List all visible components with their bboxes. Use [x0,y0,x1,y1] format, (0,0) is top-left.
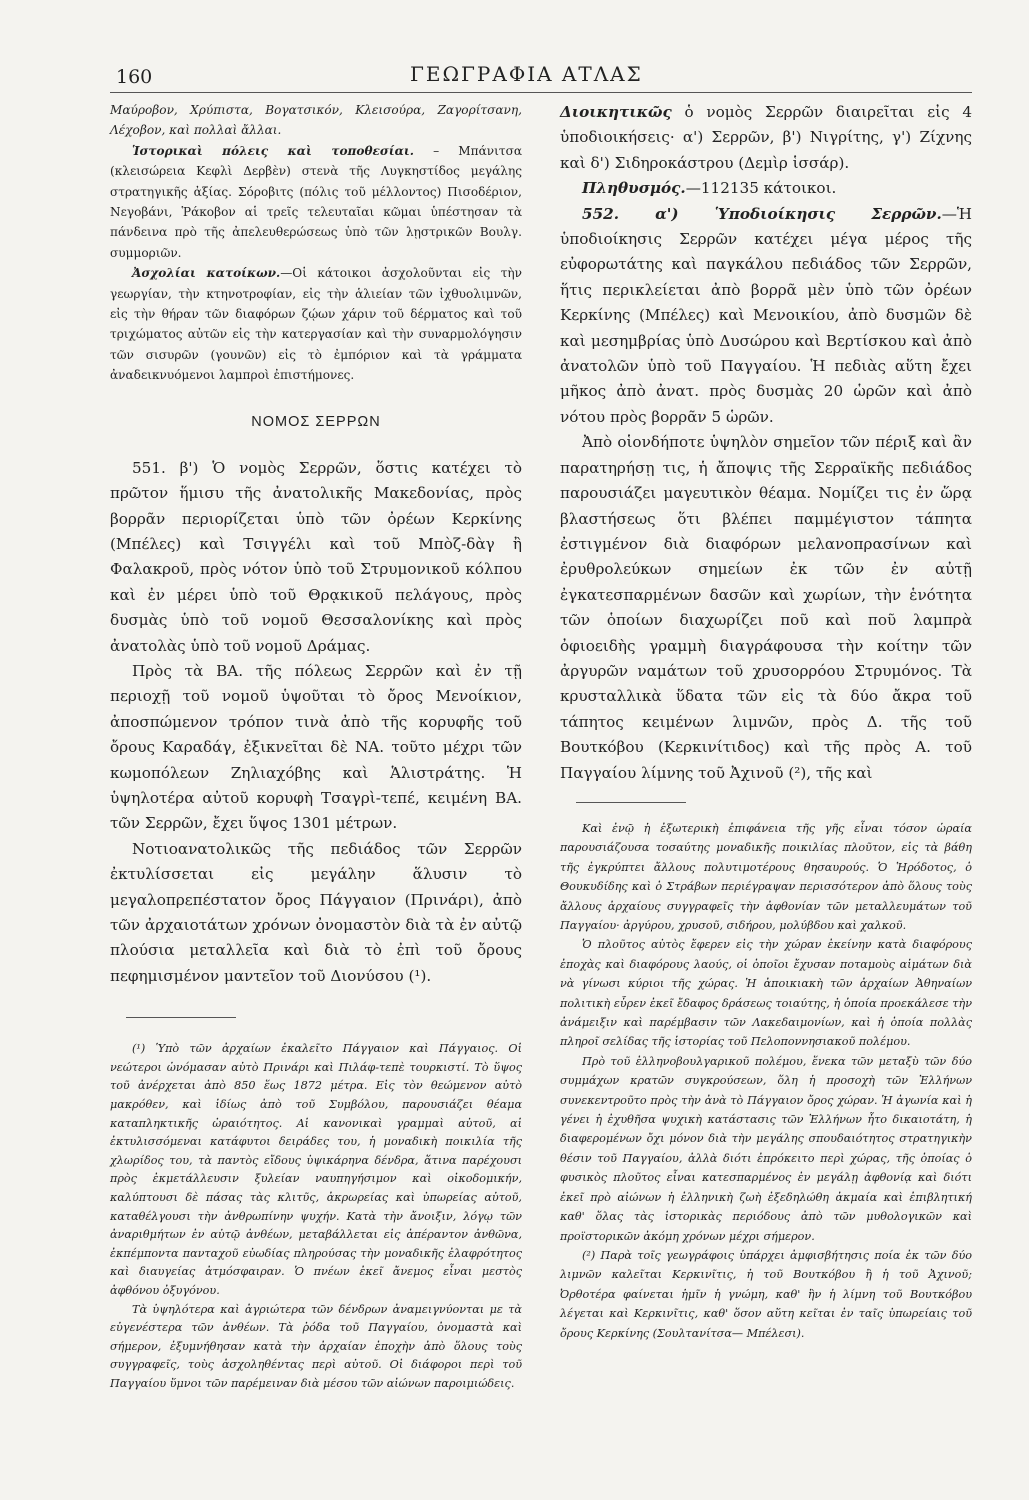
historic-places-paragraph [110,141,522,263]
subprefecture-text: —Ἡ ὑποδιοίκησις Σερρῶν κατέχει μέγα μέρος τῆς εὐφορωτάτης καὶ παγκάλου πεδιάδος τῶν Σερρῶν, ἥτις περικλείεται ἀπὸ βορρᾶ μὲν ὑπὸ τῶν ὀρέων Κερκίνης (Μπέλες) καὶ Μενοικίου, ἀπὸ δυσμῶν δὲ καὶ μεσημβρίας ὑπὸ Δυσώρου καὶ Βερτίσκου καὶ ἀπὸ ἀνατολῶν ὑπὸ τοῦ Παγγαίου. Ἡ πεδιὰς αὕτη ἔχει μῆκος ἀπὸ ἀνατ. πρὸς δυσμὰς 20 ὡρῶν καὶ ἀπὸ νότου πρὸς βορρᾶν 5 ὡρῶν. [560,204,972,426]
paragraph-pangaion: Νοτιοανατολικῶς τῆς πεδιάδος τῶν Σερρῶν ἐκτυλίσσεται εἰς μεγάλην ἅλυσιν τὸ μεγαλοπρεπέστατον ὄρος Πάγγαιον (Πρινάρι), ἀπὸ τῶν ἀρχαιοτάτων χρόνων ὀνομαστὸν διὰ τὰ ἐν αὐτῷ πλούσια μεταλλεῖα καὶ διὰ τὸ ἐπὶ τοῦ ὄρους πεφημισμένον μαντεῖον τοῦ Διονύσου (¹). [110,839,522,985]
footnote-continued-3: Πρὸ τοῦ ἑλληνοβουλγαρικοῦ πολέμου, ἕνεκα τῶν μεταξὺ τῶν δύο συμμάχων κρατῶν συγκρούσεων, ὅλη ἡ προσοχὴ τῶν Ἑλλήνων συνεκεντροῦτο πρὸς τὴν ἀνὰ τὸ Πάγγαιον ὄρος χώραν. Ἡ ἀγωνία καὶ ἡ γένει ἡ ἐχυθῆσα ψυχικὴ κατάστασις τῶν Ἑλλήνων ἦτο δικαιοτάτη, ἡ διαφερομένων ὄχι μόνον διὰ τὴν μεγάλης σπουδαιότητος στρατηγικὴν θέσιν τοῦ Παγγαίου, ἀλλὰ διότι ἐπρόκειτο περὶ χώρας, τῆς ὁποίας ὁ φυσικὸς πλοῦτος εἶναι κατεσπαρμένος ἐν μεγάλῃ ἀφθονίᾳ καὶ διότι ἐκεῖ πρὸ αἰώνων ἡ ἑλληνικὴ ζωὴ ἐξεδηλώθη ἀκμαία καὶ ἐπιβλητική καθ' ὅλας τὰς ἱστορικὰς περιόδους ἀπὸ τῶν μυθολογικῶν καὶ προϊστορικῶν ἀκόμη χρόνων μέχρι σήμερον. [560,1054,972,1243]
historic-places-heading: Ἱστορικαὶ πόλεις καὶ τοποθεσίαι. [132,143,414,158]
right-column [560,100,972,1343]
population-paragraph [560,176,972,201]
occupations-text: —Οἱ κάτοικοι ἀσχολοῦνται εἰς τὴν γεωργίαν, τὴν κτηνοτροφίαν, εἰς τὴν ἁλιείαν τῶν ἰχθυολιμνῶν, εἰς τὴν θήραν τῶν διαφόρων ζῴων χάριν τοῦ δέρματος καὶ τοῦ τριχώματος αὐτῶν εἰς τὴν κατεργασίαν καὶ τὴν συναρμολόγησιν τῶν σισυρῶν (γουνῶν) εἰς τὸ ἐμπόριον καὶ τὰ γράμματα ἀναδεικνυόμενοι λαμπροὶ ἐπιστήμονες. [110,266,522,383]
left-column [110,100,522,1394]
footnote-1-continued: Τὰ ὑψηλότερα καὶ ἀγριώτερα τῶν δένδρων ἀναμειγνύονται με τὰ εὐγενέστερα τῶν ἀνθέων. Τὰ ῥόδα τοῦ Παγγαίου, ὀνομαστὰ καὶ σήμερον, ἐξυμνήθησαν κατὰ τὴν ἀρχαίαν ἐποχὴν ἀπὸ ὅλους τοὺς συγγραφεῖς, τοὺς ἀσχοληθέντας περὶ αὐτοῦ. Οἱ διάφοροι περὶ τοῦ Παγγαίου ὕμνοι τῶν παρέμειναν διὰ μέσου τῶν αἰώνων παροιμιώδεις. [110,1302,522,1390]
occupations-paragraph [110,263,522,385]
subprefecture-heading: 552. α') Ὑποδιοίκησις Σερρῶν. [582,204,942,223]
paragraph-view: Ἀπὸ οἱονδήποτε ὑψηλὸν σημεῖον τῶν πέριξ καὶ ἂν παρατηρήσῃ τις, ἡ ἄποψις τῆς Σερραϊκῆς πεδιάδος παρουσιάζει μαγευτικὸν θέαμα. Νομίζει τις ἐν ὥρᾳ βλαστήσεως ὅτι βλέπει παμμέγιστον τάπητα ἐστιγμένον διὰ διαφόρων μελανοπρασίνων καὶ ἐρυθρολεύκων σημείων ἐκ τῶν ἐν αὐτῇ ἐγκατεσπαρμένων δασῶν καὶ χωρίων, τὴν ἑνότητα τῶν ὁποίων διαχωρίζει ποῦ καὶ ποῦ λαμπρὰ ὀφιοειδὴς γραμμὴ διαγράφουσα τὴν κοίτην τῶν ἀργυρῶν ναμάτων τοῦ χρυσορρόου Στρυμόνος. Τὰ κρυσταλλικὰ ὕδατα τῶν εἰς τὰ δύο ἄκρα τοῦ τάπητος κειμένων λιμνῶν, πρὸς Δ. τῆς τοῦ Βουτκόβου (Κερκινίτιδος) καὶ τῆς πρὸς Α. τοῦ Παγγαίου λίμνης τοῦ Ἀχινοῦ (²), τῆς καὶ [560,433,972,782]
footnote-1: (¹) Ὑπὸ τῶν ἀρχαίων ἐκαλεῖτο Πάγγαιον καὶ Πάγγαιος. Οἱ νεώτεροι ὠνόμασαν αὐτὸ Πρινάρι καὶ Πιλάφ-τεπὲ τουρκιστί. Τὸ ὕψος τοῦ ἀνέρχεται ἀπὸ 850 ἕως 1872 μέτρα. Εἰς τὸν θεώμενον αὐτὸ μακρόθεν, καὶ ἰδίως ἀπὸ τοῦ Συμβόλου, παρουσιάζει θέαμα καταπληκτικῆς ὡραιότητος. Αἱ κανονικαὶ γραμμαὶ αὐτοῦ, αἱ ἐκτυλισσόμεναι κατάφυτοι δειράδες του, ἡ μοναδικὴ ποικιλία τῆς χλωρίδος του, τὰ παντὸς εἴδους ὑψικάρηνα δένδρα, ἅτινα παρέχουσι πρὸς ἐκμετάλλευσιν ξυλείαν ναυπηγήσιμον καὶ οἰκοδομικήν, καλύπτουσι δὲ πάσας τὰς κλιτῦς, ἀκρωρείας καὶ ὑπωρείας αὐτοῦ, καταθέλγουσι τὴν ἀνθρωπίνην ψυχήν. Κατὰ τὴν ἄνοιξιν, λόγῳ τῶν ἀναριθμήτων ἐν αὐτῷ ἀνθέων, μεταβάλλεται εἰς ἀπέραντον ἀνθῶνα, ἐκπέμποντα πανταχοῦ εὐωδίας πληρούσας τὴν μοναδικῆς ἐλαφρότητος καὶ διαυγείας ἀτμόσφαιραν. Ὁ πνέων ἐκεῖ ἄνεμος εἶναι μεστὸς ἀφθόνου ὀξυγόνου. [110,1042,522,1297]
occupations-heading: Ἀσχολίαι κατοίκων. [132,266,281,281]
paragraph-552 [560,202,972,431]
footnote-rule-right [576,802,686,803]
administration-heading: Διοικητικῶς [560,103,672,121]
footnote-2: (²) Παρὰ τοῖς γεωγράφοις ὑπάρχει ἀμφισβήτησις ποία ἐκ τῶν δύο λιμνῶν καλεῖται Κερκινῖτις, ἡ τοῦ Βουτκόβου ἢ ἡ τοῦ Ἀχινοῦ; Ὀρθοτέρα φαίνεται ἡμῖν ἡ γνώμη, καθ' ἣν ἡ λίμνη τοῦ Βουτκόβου λέγεται καὶ Κερκινῖτις, καθ' ὅσον αὕτη κεῖται ἐν ταῖς ὑπωρείαις τοῦ ὄρους Κερκίνης (Σουλτανίτσα— Μπέλεσι). [560,1248,972,1340]
historic-places-text: – Μπάνιτσα (κλεισώρεια Κεφλὶ Δερβὲν) στενὰ τῆς Λυγκηστίδος μεγάλης στρατηγικῆς ἀξίας. Σόροβιτς (πόλις τοῦ μέλλοντος) Πισοδέριον, Νεγοβάνι, Ῥάκοβον αἱ τρεῖς τελευταῖαι κῶμαι ὑπέστησαν τὰ πάνδεινα πρὸ τῆς ἀπελευθερώσεως ὑπὸ τῶν λῃστρικῶν Βουλγ. συμμοριῶν. [110,143,522,260]
administration-paragraph [560,100,972,176]
footnote-continued-1: Καὶ ἐνῷ ἡ ἐξωτερικὴ ἐπιφάνεια τῆς γῆς εἶναι τόσον ὡραία παρουσιάζουσα τοσαύτης μοναδικῆς ποικιλίας πλοῦτον, εἰς τὰ βάθη τῆς ἐγκρύπτει ἄλλους πολυτιμοτέρους θησαυρούς. Ὁ Ἡρόδοτος, ὁ Θουκυδίδης καὶ ὁ Στράβων περιέγραψαν περισσότερον ἀπὸ ὅλους τοὺς ἄλλους ἀρχαίους συγγραφεῖς τὴν ἀφθονίαν τῶν μεταλλευμάτων τοῦ Παγγαίου· ἀργύρου, χρυσοῦ, σιδήρου, μολύβδου καὶ χαλκοῦ. [560,821,972,932]
administration-text: ὁ νομὸς Σερρῶν διαιρεῖται εἰς 4 ὑποδιοικήσεις· α') Σερρῶν, β') Νιγρίτης, γ') Ζίχνης καὶ δ') Σιδηροκάστρου (Δεμὶρ ἱσσάρ). [560,103,972,172]
intro-paragraph: Μαύροβον, Χρύπιστα, Βογατσικόν, Κλεισούρα, Ζαγορίτσανη, Λέχοβον, καὶ πολλαὶ ἄλλαι. [110,103,522,138]
population-text: —112135 κάτοικοι. [685,179,837,198]
footnote-rule [126,1017,236,1018]
population-heading: Πληθυσμός. [582,179,686,198]
section-title: ΝΟΜΟΣ ΣΕΡΡΩΝ [251,413,381,430]
header-rule [110,92,972,93]
page-number: 160 [116,66,153,88]
footnote-continued-2: Ὁ πλοῦτος αὐτὸς ἔφερεν εἰς τὴν χώραν ἐκείνην κατὰ διαφόρους ἐποχὰς καὶ διαφόρους λαούς, οἱ ὁποῖοι ἔχυσαν ποταμοὺς αἱμάτων διὰ νὰ γίνωσι κύριοι τῆς χώρας. Ἡ ἀποικιακὴ τῶν ἀρχαίων Ἀθηναίων πολιτικὴ εὗρεν ἐκεῖ ἔδαφος δράσεως τοιαύτης, ἡ ὁποία προεκάλεσε τὴν ἀνάμειξιν καὶ παρέμβασιν τῶν Λακεδαιμονίων, καὶ ἡ ὁποία πολλὰς πληροῖ σελίδας τῆς ἱστορίας τοῦ Πελοποννησιακοῦ πολέμου. [560,938,972,1049]
paragraph-menoikion: Πρὸς τὰ ΒΑ. τῆς πόλεως Σερρῶν καὶ ἐν τῇ περιοχῇ τοῦ νομοῦ ὑψοῦται τὸ ὄρος Μενοίκιον, ἀποσπώμενον τρόπον τινὰ ἀπὸ τῆς κορυφῆς τοῦ ὄρους Καραδάγ, ἐξικνεῖται δὲ ΝΑ. τοῦτο μέχρι τῶν κωμοπόλεων Ζηλιαχόβης καὶ Ἁλιστράτης. Ἡ ὑψηλοτέρα αὐτοῦ κορυφὴ Τσαγρὶ-τεπέ, κειμένη ΒΑ. τῶν Σερρῶν, ἔχει ὕψος 1301 μέτρων. [110,661,522,833]
running-title: ΓΕΩΓΡΑΦΙΑ ΑΤΛΑΣ [410,62,643,86]
paragraph-551: 551. β') Ὁ νομὸς Σερρῶν, ὅστις κατέχει τὸ πρῶτον ἥμισυ τῆς ἀνατολικῆς Μακεδονίας, πρὸς βορρᾶν περιορίζεται ὑπὸ τῶν ὀρέων Κερκίνης (Μπέλες) καὶ Τσιγγέλι καὶ τοῦ Μπὸζ-δὰγ ἢ Φαλακροῦ, πρὸς νότον ὑπὸ τοῦ Στρυμονικοῦ κόλπου καὶ ἐν μέρει ὑπὸ τοῦ Θρᾳκικοῦ πελάγους, πρὸς δυσμὰς ὑπὸ τοῦ νομοῦ Θεσσαλονίκης καὶ πρὸς ἀνατολὰς ὑπὸ τοῦ νομοῦ Δράμας. [110,458,522,655]
